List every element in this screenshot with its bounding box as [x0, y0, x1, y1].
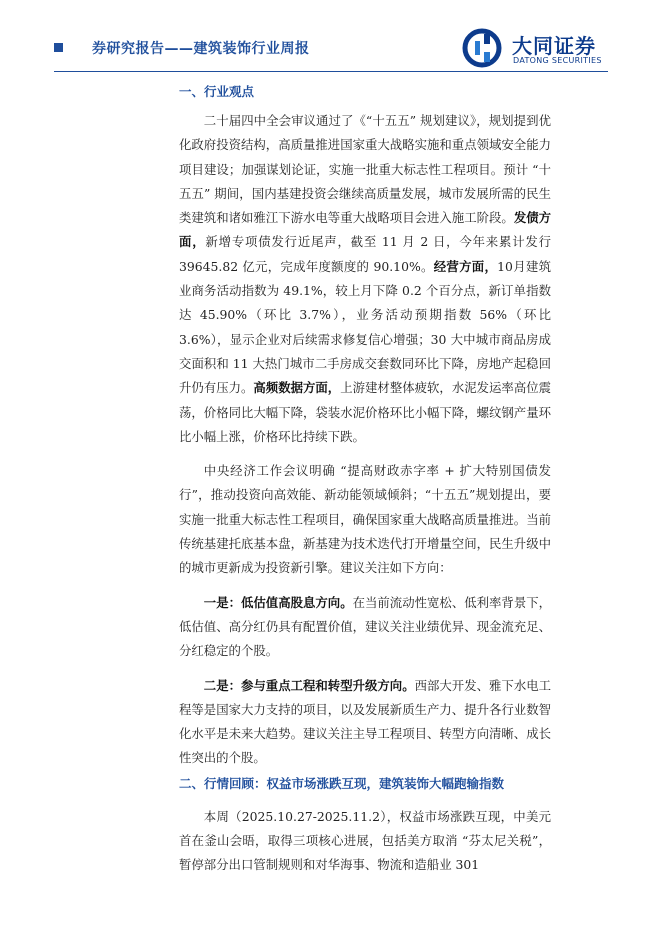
paragraph-market-review: 本周（2025.10.27-2025.11.2），权益市场涨跌互现，中美元首在釜山会晤，取得三项核心进展，包括美方取消 “芬太尼关税”，暂停部分出口管制规则和对华海事、物流和造船业 301	[179, 808, 551, 873]
section-heading-industry-view: 一、行业观点	[179, 84, 255, 99]
section-heading-market-review: 二、行情回顾：权益市场涨跌互现，建筑装饰大幅跑输指数	[179, 775, 505, 791]
paragraph-direction-two	[179, 674, 551, 771]
report-body	[179, 82, 551, 878]
paragraph-text-run: 二十届四中全会审议通过了《“十五五” 规划建议》，规划提到优化政府投资结构，高质量推进国家重大战略实施和重点领域安全能力项目建设；加强谋划论证，实施一批重大标志性工程项目。预计 “十五五” 期间，国内基建投资会继续高质量发展，城市发展所需的民生类建筑和诸如雅江下游水电等重大战略项目会进入施工阶段。	[179, 113, 551, 226]
paragraph-bold-lead: 经营方面，	[433, 258, 498, 274]
direction-one-label: 一是：低估值高股息方向。	[203, 594, 353, 610]
logo-english-name: DATONG SECURITIES	[513, 56, 602, 65]
header-square-marker	[54, 43, 63, 52]
paragraph-text-run: 新增专项债发行近尾声，截至 11 月 2 日，今年来累计发行 39645.82 亿元，完成年度额度的 90.10%。	[179, 234, 552, 274]
page-header	[0, 0, 662, 70]
paragraph-bold-lead: 高频数据方面，	[253, 380, 341, 396]
direction-one-text: 在当前流动性宽松、低利率背景下，低估值、高分红仍具有配置价值，建议关注业绩优异、现金流充足、分红稳定的个股。	[179, 594, 552, 659]
logo-mark-icon	[462, 28, 506, 68]
paragraph-text-run: 10月建筑业商务活动指数为 49.1%，较上月下降 0.2 个百分点，新订单指数达 45.90%（环比 3.7%），业务活动预期指数 56%（环比 3.6%），显示企业对后续需求修复信心增强；30 大中城市商品房成交面积和 11 大热门城市二手房成交套数同环比下降，房地产起稳回升仍有压力。	[179, 258, 552, 396]
paragraph-direction-one	[179, 591, 551, 664]
direction-two-text: 西部大开发、雅下水电工程等是国家大力支持的项目，以及发展新质生产力、提升各行业数智化水平是未来大趋势。建议关注主导工程项目、转型方向清晰、成长性突出的个股。	[179, 677, 552, 766]
logo-chinese-name: 大同证券	[512, 34, 596, 58]
paragraph-policy: 中央经济工作会议明确 “提高财政赤字率 + 扩大特别国债发行”，推动投资向高效能、新动能领域倾斜；“十五五”规划提出，要实施一批重大标志性工程项目，确保国家重大战略高质量推进。当前传统基建托底基本盘，新基建为技术迭代打开增量空间，民生升级中的城市更新成为投资新引擎。建议关注如下方向：	[179, 463, 551, 576]
report-title: 券研究报告——建筑装饰行业周报	[92, 41, 310, 57]
paragraph-bold-lead: 发债方面，	[179, 210, 552, 250]
paragraph-industry-view	[179, 109, 551, 449]
header-divider	[54, 71, 608, 72]
direction-two-label: 二是：参与重点工程和转型升级方向。	[203, 677, 415, 693]
paragraph-text-run: 上游建材整体疲软，水泥发运率高位震荡，价格同比大幅下降，袋装水泥价格环比小幅下降，螺纹钢产量环比小幅上涨，价格环比持续下跌。	[179, 380, 552, 444]
company-logo	[462, 28, 622, 70]
